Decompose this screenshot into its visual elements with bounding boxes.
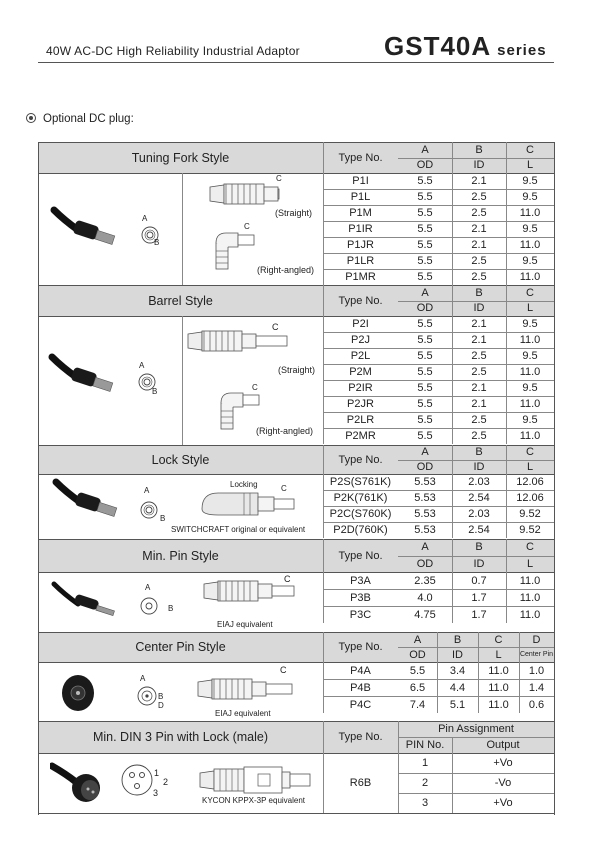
value-cell-lock: 5.53 [414, 508, 436, 520]
grid-line [323, 142, 324, 285]
type-cell-minpin: P3C [349, 608, 372, 621]
grid-line [398, 793, 554, 794]
value-cell-lock: 5.53 [414, 476, 436, 488]
value-cell-barrel: 2.1 [471, 398, 487, 410]
value-cell-minpin: 11.0 [519, 591, 541, 604]
value-cell-minpin: 4.75 [414, 608, 436, 621]
type-cell-center: P4B [350, 681, 371, 694]
grid-line [323, 237, 554, 238]
type-cell-tuning: P1I [352, 175, 369, 187]
value-cell-tuning: 5.5 [417, 255, 433, 267]
col-header-center-1: B [453, 633, 462, 646]
type-no-header-barrel: Type No. [338, 294, 383, 307]
grid-line [323, 589, 554, 590]
din-plug-drawing [198, 765, 316, 795]
grid-line [323, 380, 554, 381]
subcol-header-lock-1: ID [473, 460, 485, 473]
col-header-center-2: C [494, 633, 503, 646]
subcol-header-center-1: ID [452, 648, 463, 661]
type-cell-minpin: P3A [350, 574, 371, 587]
value-cell-center: 6.5 [409, 681, 426, 694]
value-cell-minpin: 1.7 [471, 591, 487, 604]
value-cell-lock: 2.54 [468, 492, 490, 504]
grid-line [323, 253, 554, 254]
value-cell-center: 11.0 [488, 698, 509, 711]
value-cell-center: 5.5 [409, 664, 426, 677]
type-cell-barrel: P2IR [348, 382, 373, 394]
grid-line [398, 721, 399, 813]
type-cell-lock: P2D(760K) [333, 524, 388, 536]
switchcraft-equivalent-label: SWITCHCRAFT original or equivalent [171, 525, 306, 534]
value-cell-barrel: 9.5 [522, 350, 538, 362]
tuning-straight-plug-drawing [208, 181, 283, 207]
grid-line [323, 490, 554, 491]
col-header-barrel-2: C [526, 286, 534, 299]
type-cell-barrel: P2I [352, 318, 369, 330]
value-cell-tuning: 2.1 [471, 175, 487, 187]
value-cell-lock: 2.54 [468, 524, 490, 536]
right-angled-label: (Right-angled) [256, 426, 314, 436]
subcol-header-minpin-1: ID [473, 557, 485, 570]
pin-assignment-header: Pin Assignment [438, 723, 514, 735]
value-cell-tuning: 5.5 [417, 191, 433, 203]
value-cell-tuning: 11.0 [519, 239, 541, 251]
min-pin-end-view-drawing [138, 595, 160, 617]
dim-label-c: C [252, 383, 258, 392]
dim-label-a: A [144, 486, 150, 495]
type-cell-barrel: P2L [350, 350, 371, 362]
pin-label-3: 3 [153, 788, 159, 798]
grid-line [323, 506, 554, 507]
value-cell-tuning: 5.5 [417, 207, 433, 219]
value-cell-barrel: 2.1 [471, 334, 487, 346]
grid-line [398, 737, 554, 738]
value-cell-lock: 2.03 [468, 476, 490, 488]
col-header-tuning-2: C [526, 143, 534, 156]
grid-line [38, 753, 554, 754]
type-cell-barrel: P2M [349, 366, 372, 378]
barrel-plug-photo [48, 353, 123, 398]
dim-label-c: C [276, 174, 282, 183]
type-no-header-tuning: Type No. [338, 151, 383, 164]
value-cell-barrel: 5.5 [417, 430, 433, 442]
value-cell-lock: 2.03 [468, 508, 490, 520]
din-plug-photo [50, 762, 110, 804]
value-cell-barrel: 2.5 [471, 350, 487, 362]
type-no-header-center: Type No. [338, 641, 383, 653]
value-cell-barrel: 2.5 [471, 430, 487, 442]
value-cell-center: 11.0 [488, 664, 509, 677]
type-cell-center: P4A [350, 664, 371, 677]
grid-line [398, 301, 554, 302]
dim-label-b: B [160, 514, 166, 523]
grid-line [323, 285, 324, 444]
grid-line [323, 632, 324, 713]
dim-label-a: A [145, 583, 151, 592]
straight-label: (Straight) [278, 365, 316, 375]
value-cell-lock: 9.52 [519, 524, 541, 536]
value-cell-tuning: 5.5 [417, 223, 433, 235]
value-cell-center: 4.4 [449, 681, 466, 694]
grid-line [398, 647, 554, 648]
type-cell-tuning: P1L [350, 191, 371, 203]
value-cell-barrel: 2.5 [471, 366, 487, 378]
grid-line [38, 632, 554, 633]
col-header-barrel-0: A [421, 286, 429, 299]
value-cell-barrel: 9.5 [522, 382, 538, 394]
grid-line [182, 173, 183, 285]
grid-line [323, 428, 554, 429]
value-cell-center: 7.4 [409, 698, 426, 711]
dim-label-b: B [152, 387, 158, 396]
value-cell-barrel: 5.5 [417, 366, 433, 378]
grid-line [554, 142, 555, 815]
type-cell-barrel: P2JR [347, 398, 374, 410]
pin-no-cell: 2 [421, 777, 429, 789]
grid-line [323, 445, 324, 538]
type-cell-lock: P2C(S760K) [329, 508, 392, 520]
right-angled-label: (Right-angled) [257, 265, 315, 275]
dim-label-a: A [139, 361, 145, 370]
subcol-header-center-3: Center Pin [519, 651, 554, 658]
grid-line [437, 632, 438, 713]
grid-line [38, 142, 39, 815]
dim-label-c: C [281, 484, 287, 493]
value-cell-minpin: 2.35 [414, 574, 436, 587]
type-cell-tuning: P1MR [345, 271, 376, 283]
grid-line [452, 142, 453, 285]
grid-line [452, 539, 453, 623]
col-header-minpin-2: C [526, 541, 534, 554]
value-cell-minpin: 0.7 [471, 574, 487, 587]
section-title-minpin: Min. Pin Style [142, 548, 219, 563]
value-cell-lock: 5.53 [414, 492, 436, 504]
grid-line [323, 412, 554, 413]
grid-line [323, 539, 324, 623]
grid-line [38, 539, 554, 540]
dim-label-c: C [284, 574, 291, 584]
straight-label: (Straight) [275, 208, 313, 218]
value-cell-tuning: 5.5 [417, 271, 433, 283]
grid-line [38, 572, 554, 573]
col-header-tuning-1: B [475, 143, 483, 156]
subcol-header-tuning-1: ID [473, 159, 485, 172]
grid-line [38, 662, 554, 663]
grid-line [38, 445, 554, 446]
subcol-header-minpin-2: L [526, 557, 534, 570]
value-cell-center: 5.1 [449, 698, 466, 711]
tuning-fork-plug-photo [50, 206, 125, 251]
dim-label-c: C [272, 322, 279, 332]
grid-line [506, 539, 507, 623]
value-cell-lock: 9.52 [519, 508, 541, 520]
subcol-header-center-0: OD [409, 648, 426, 661]
value-cell-tuning: 11.0 [519, 207, 541, 219]
value-cell-lock: 5.53 [414, 524, 436, 536]
model-name: GST40A [384, 31, 492, 61]
type-cell-tuning: P1IR [348, 223, 373, 235]
subcol-header-barrel-0: OD [416, 302, 434, 315]
type-no-header-minpin: Type No. [338, 549, 383, 562]
subcol-header-lock-0: OD [416, 460, 434, 473]
type-cell-tuning: P1LR [346, 255, 375, 267]
pin-output-cell: +Vo [493, 797, 513, 809]
col-header-barrel-1: B [475, 286, 483, 299]
value-cell-tuning: 2.1 [471, 239, 487, 251]
optional-dc-plug-label [26, 113, 134, 125]
pin-no-header: PIN No. [405, 739, 445, 751]
grid-line [506, 142, 507, 285]
header-rule [38, 62, 554, 63]
dim-label-b: B [168, 604, 174, 613]
grid-line [452, 285, 453, 444]
model-series: series [497, 42, 547, 59]
type-cell-lock: P2S(S761K) [329, 476, 392, 488]
grid-line [519, 632, 520, 713]
locking-label: Locking [230, 480, 258, 489]
col-header-lock-0: A [421, 446, 429, 459]
subcol-header-tuning-2: L [526, 159, 534, 172]
type-cell-lock: P2K(761K) [333, 492, 388, 504]
value-cell-barrel: 2.5 [471, 414, 487, 426]
pin-label-2: 2 [163, 777, 169, 787]
center-pin-plug-drawing [196, 676, 296, 702]
center-pin-plug-photo [60, 672, 96, 714]
value-cell-minpin: 4.0 [417, 591, 433, 604]
dim-label-a: A [142, 214, 148, 223]
tuning-right-angle-plug-drawing [210, 223, 258, 273]
optional-label-text: Optional DC plug: [43, 113, 134, 125]
grid-line [38, 813, 554, 814]
pin-no-cell: 1 [421, 757, 429, 769]
value-cell-tuning: 9.5 [522, 223, 538, 235]
grid-line [323, 522, 554, 523]
value-cell-barrel: 2.1 [471, 382, 487, 394]
value-cell-tuning: 9.5 [522, 191, 538, 203]
section-title-lock: Lock Style [151, 452, 210, 467]
grid-line [506, 285, 507, 444]
type-cell-din: R6B [349, 777, 372, 789]
dim-label-b: B [154, 238, 160, 247]
type-cell-tuning: P1JR [347, 239, 374, 251]
grid-line [323, 205, 554, 206]
value-cell-tuning: 2.5 [471, 191, 487, 203]
value-cell-tuning: 2.5 [471, 271, 487, 283]
subcol-header-tuning-0: OD [416, 159, 434, 172]
grid-line [38, 285, 554, 286]
value-cell-center: 3.4 [449, 664, 466, 677]
type-cell-barrel: P2MR [345, 430, 376, 442]
grid-line [38, 173, 554, 174]
eiaj-equivalent-label: EIAJ equivalent [217, 620, 273, 629]
value-cell-tuning: 5.5 [417, 239, 433, 251]
type-cell-tuning: P1M [349, 207, 372, 219]
subcol-header-lock-2: L [526, 460, 534, 473]
section-title-din: Min. DIN 3 Pin with Lock (male) [92, 730, 269, 744]
pin-no-cell: 3 [421, 797, 429, 809]
value-cell-barrel: 5.5 [417, 318, 433, 330]
dim-label-b: B [158, 692, 164, 701]
grid-line [38, 142, 554, 143]
value-cell-center: 1.4 [528, 681, 545, 694]
col-header-minpin-0: A [421, 541, 429, 554]
pin-label-1: 1 [154, 768, 160, 778]
value-cell-minpin: 11.0 [519, 608, 541, 621]
grid-line [478, 632, 479, 713]
grid-line [506, 445, 507, 538]
pin-output-cell: -Vo [494, 777, 512, 789]
col-header-minpin-1: B [475, 541, 483, 554]
grid-line [323, 348, 554, 349]
value-cell-barrel: 11.0 [519, 334, 541, 346]
value-cell-tuning: 5.5 [417, 175, 433, 187]
type-cell-barrel: P2J [351, 334, 370, 346]
pin-output-cell: +Vo [493, 757, 513, 769]
center-pin-end-view-drawing [136, 684, 158, 708]
value-cell-center: 0.6 [528, 698, 545, 711]
value-cell-minpin: 11.0 [519, 574, 541, 587]
section-title-barrel: Barrel Style [148, 293, 213, 308]
type-cell-minpin: P3B [350, 591, 371, 604]
kycon-equivalent-label: KYCON KPPX-3P equivalent [202, 796, 306, 805]
min-pin-plug-photo [50, 580, 125, 625]
din-pin-face-drawing [120, 762, 154, 798]
value-cell-tuning: 9.5 [522, 175, 538, 187]
value-cell-barrel: 11.0 [519, 366, 541, 378]
value-cell-barrel: 11.0 [519, 398, 541, 410]
value-cell-barrel: 5.5 [417, 414, 433, 426]
type-cell-center: P4C [349, 698, 372, 711]
value-cell-tuning: 2.5 [471, 255, 487, 267]
grid-line [323, 269, 554, 270]
value-cell-barrel: 9.5 [522, 414, 538, 426]
value-cell-minpin: 1.7 [471, 608, 487, 621]
value-cell-barrel: 5.5 [417, 382, 433, 394]
header-model [384, 31, 547, 62]
section-title-center: Center Pin Style [135, 640, 226, 654]
value-cell-barrel: 11.0 [519, 430, 541, 442]
type-no-header-lock: Type No. [338, 453, 383, 466]
grid-line [452, 737, 453, 813]
value-cell-barrel: 5.5 [417, 398, 433, 410]
col-header-tuning-0: A [421, 143, 429, 156]
value-cell-barrel: 5.5 [417, 334, 433, 346]
grid-line [398, 158, 554, 159]
type-cell-barrel: P2LR [346, 414, 375, 426]
value-cell-center: 1.0 [528, 664, 545, 677]
output-header: Output [486, 739, 520, 751]
grid-line [323, 221, 554, 222]
col-header-center-0: A [413, 633, 422, 646]
value-cell-barrel: 5.5 [417, 350, 433, 362]
grid-line [323, 364, 554, 365]
value-cell-tuning: 11.0 [519, 271, 541, 283]
grid-line [323, 396, 554, 397]
grid-line [398, 460, 554, 461]
value-cell-center: 11.0 [488, 681, 509, 694]
subcol-header-barrel-2: L [526, 302, 534, 315]
grid-line [323, 332, 554, 333]
grid-line [323, 189, 554, 190]
dim-label-c: C [244, 222, 250, 231]
circle-bullet-icon [26, 113, 36, 123]
value-cell-barrel: 9.5 [522, 318, 538, 330]
grid-line [398, 556, 554, 557]
dim-label-a: A [140, 674, 146, 683]
subcol-header-center-2: L [495, 648, 502, 661]
lock-plug-photo [52, 478, 127, 523]
value-cell-lock: 12.06 [516, 476, 544, 488]
grid-line [398, 773, 554, 774]
grid-line [182, 316, 183, 445]
value-cell-tuning: 2.5 [471, 207, 487, 219]
value-cell-tuning: 2.1 [471, 223, 487, 235]
dim-label-c: C [280, 665, 287, 675]
header-subtitle: 40W AC-DC High Reliability Industrial Adaptor [46, 44, 300, 58]
dim-label-d: D [158, 701, 164, 710]
value-cell-barrel: 2.1 [471, 318, 487, 330]
lock-end-view-drawing [138, 499, 160, 521]
grid-line [323, 721, 324, 813]
grid-line [323, 606, 554, 607]
subcol-header-minpin-0: OD [416, 557, 434, 570]
col-header-center-3: D [532, 633, 541, 646]
grid-line [452, 445, 453, 538]
value-cell-tuning: 9.5 [522, 255, 538, 267]
section-title-tuning: Tuning Fork Style [131, 150, 230, 165]
grid-line [38, 721, 554, 722]
grid-line [38, 474, 554, 475]
value-cell-lock: 12.06 [516, 492, 544, 504]
col-header-lock-2: C [526, 446, 534, 459]
subcol-header-barrel-1: ID [473, 302, 485, 315]
col-header-lock-1: B [475, 446, 483, 459]
grid-line [38, 316, 554, 317]
eiaj-equivalent-label: EIAJ equivalent [215, 709, 271, 718]
type-no-header-din: Type No. [338, 731, 383, 743]
